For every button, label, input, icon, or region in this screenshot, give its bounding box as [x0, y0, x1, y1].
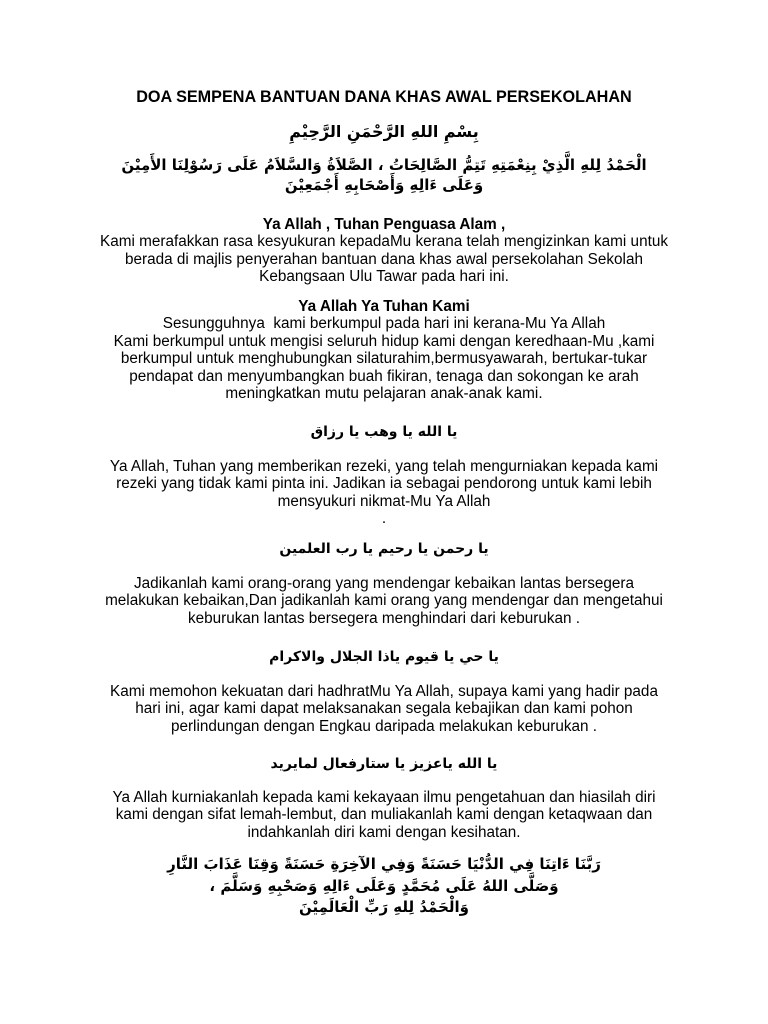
arabic-invocation: يا الله ياعزيز يا ستارفعال لمايريد	[270, 756, 498, 772]
closing-arabic-block	[0, 854, 768, 919]
paragraph-line: Kebangsaan Ulu Tawar pada hari ini.	[259, 268, 509, 286]
arabic-invocation: يا الله يا وهب يا رزاق	[310, 424, 458, 440]
section-4	[0, 575, 768, 627]
section-5	[0, 683, 768, 735]
paragraph-line: Kami memohon kekuatan dari hadhratMu Ya Allah, supaya kami yang hadir pada	[110, 683, 658, 700]
closing-arabic-line: رَبَّنَا ءَاتِنَا فِي الدُّنْيَا حَسَنَةً وَفِي الآخِرَةِ حَسَنَةً وَقِنَا عَذَابَ النَّارِ	[167, 855, 601, 873]
paragraph-line: Jadikanlah kami orang-orang yang mendengar kebaikan lantas bersegera	[133, 575, 635, 592]
paragraph-line: keburukan lantas bersegera menghindari dari keburukan .	[187, 609, 580, 627]
title-block	[0, 87, 768, 107]
paragraph-line: mensyukuri nikmat-Mu Ya Allah	[277, 492, 491, 510]
paragraph-line: Kami berkumpul untuk mengisi seluruh hidup kami dengan keredhaan-Mu ,kami	[113, 332, 655, 350]
paragraph-line: kami dengan sifat lemah-lembut, dan muliakanlah kami dengan ketaqwaan dan	[115, 806, 653, 824]
paragraph-line: Ya Allah kurniakanlah kepada kami kekayaan ilmu pengetahuan dan hiasilah diri	[112, 789, 656, 806]
section-1	[0, 216, 768, 286]
section-2	[0, 298, 768, 402]
paragraph-line: Sesungguhnya kami berkumpul pada hari ini kerana-Mu Ya Allah	[162, 315, 606, 333]
invocation-2-block	[0, 538, 768, 560]
closing-arabic-line: وَصَلَّى اللهُ عَلَى مُحَمَّدٍ وَعَلَى ءَالِهِ وَصَحْبِهِ وَسَلَّمَ ،	[209, 876, 559, 895]
opening-arabic-block	[0, 155, 768, 195]
invocation-1-block	[0, 421, 768, 443]
bismillah-block	[0, 120, 768, 144]
paragraph-line: rezeki yang tidak kami pinta ini. Jadikan ia sebagai pendorong untuk kami lebih	[116, 475, 652, 493]
section-heading: Ya Allah Ya Tuhan Kami	[298, 298, 470, 315]
paragraph-line: perlindungan dengan Engkau daripada melakukan keburukan .	[170, 717, 598, 735]
paragraph-line: melakukan kebaikan,Dan jadikanlah kami orang yang mendengar dan mengetahui	[105, 592, 663, 610]
closing-arabic-line: وَالْحَمْدُ لِلهِ رَبِّ الْعَالَمِيْنَ	[298, 898, 470, 916]
paragraph-line: berada di majlis penyerahan bantuan dana khas awal persekolahan Sekolah	[125, 250, 643, 268]
bismillah-text: بِسْمِ اللهِ الرَّحْمَنِ الرَّحِيْمِ	[289, 122, 479, 141]
arabic-invocation: يا حي يا قيوم ياذا الجلال والاكرام	[269, 649, 499, 665]
paragraph-line: Kami merafakkan rasa kesyukuran kepadaMu kerana telah mengizinkan kami untuk	[100, 233, 668, 251]
invocation-4-block	[0, 753, 768, 775]
section-6	[0, 789, 768, 841]
paragraph-line: meningkatkan mutu pelajaran anak-anak kami.	[225, 385, 543, 403]
section-heading: Ya Allah , Tuhan Penguasa Alam ,	[262, 216, 506, 233]
invocation-3-block	[0, 646, 768, 668]
paragraph-line: berkumpul untuk menghubungkan silaturahim,bermusyawarah, bertukar-tukar	[120, 350, 648, 368]
arabic-invocation: يا رحمن يا رحيم يا رب العلمين	[279, 541, 489, 557]
opening-arabic-line: الْحَمْدُ لِلهِ الَّذِيْ بِنِعْمَتِهِ تَتِمُّ الصَّالِحَاتُ ، الصَّلاَةُ وَالسَّلاَمُ عَلَى رَسُوْلِنَا الأَمِيْنَ	[121, 156, 647, 174]
paragraph-line: pendapat dan menyumbangkan buah fikiran, tenaga dan sokongan ke arah	[129, 367, 639, 385]
paragraph-line: hari ini, agar kami dapat melaksanakan segala kebajikan dan kami pohon	[135, 700, 633, 718]
section-3	[0, 458, 768, 528]
paragraph-line: indahkanlah diri kami dengan kesihatan.	[247, 823, 521, 841]
paragraph-line: .	[381, 510, 387, 528]
opening-arabic-line: وَعَلَى ءَالِهِ وَأَصْحَابِهِ أَجْمَعِيْنَ	[284, 176, 484, 194]
paragraph-line: Ya Allah, Tuhan yang memberikan rezeki, yang telah mengurniakan kepada kami	[109, 458, 659, 475]
document-title: DOA SEMPENA BANTUAN DANA KHAS AWAL PERSEKOLAHAN	[136, 88, 632, 106]
